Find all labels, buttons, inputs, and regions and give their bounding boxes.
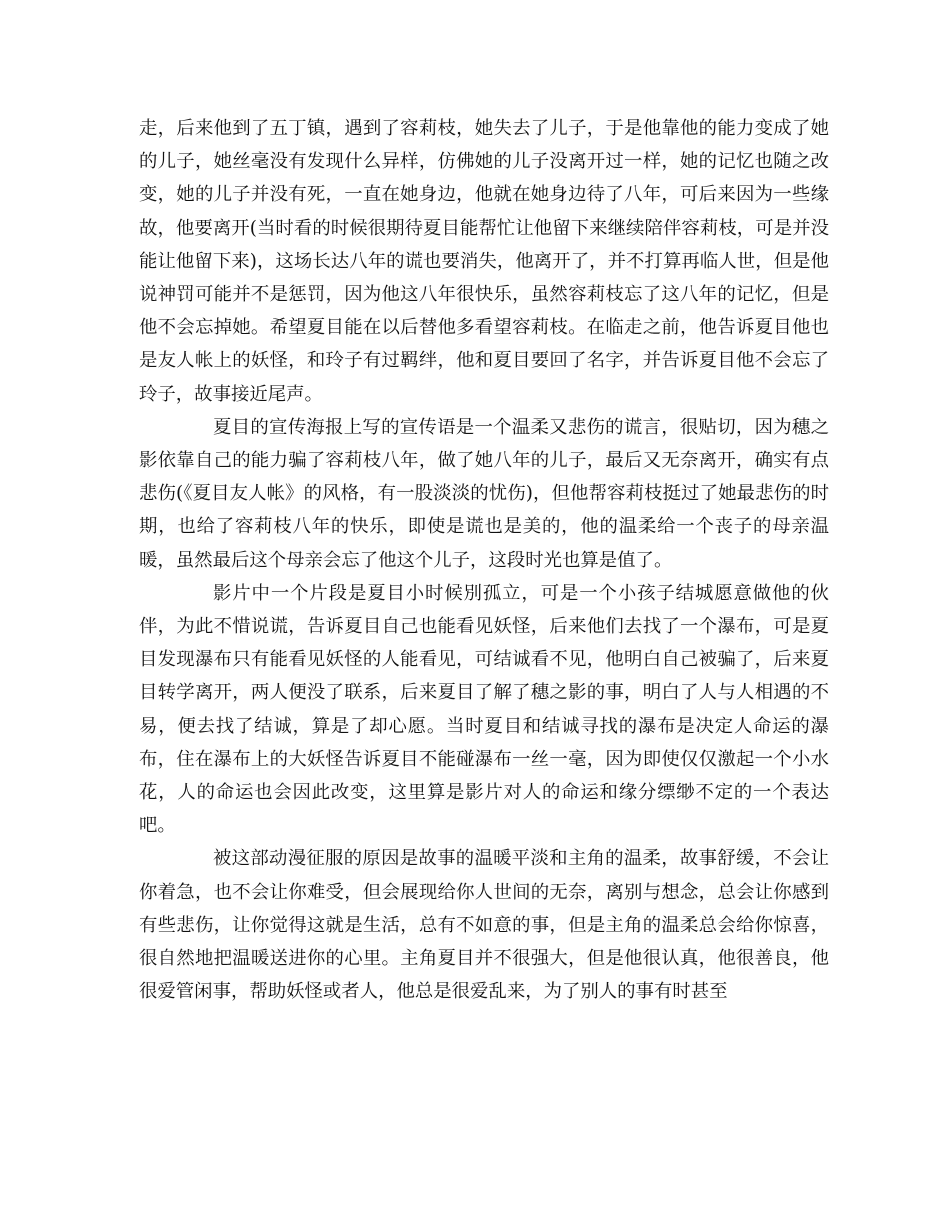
paragraph-4: 被这部动漫征服的原因是故事的温暖平淡和主角的温柔，故事舒缓，不会让你着急，也不会让你难受，但会展现给你人世间的无奈，离别与想念，总会让你感到有些悲伤，让你觉得这就是生活，总有不如意的事，但是主角的温柔总会给你惊喜，很自然地把温暖送进你的心里。主角夏目并不很强大，但是他很认真，他很善良，他很爱管闲事，帮助妖怪或者人，他总是很爱乱来，为了别人的事有时甚至 xyxy=(139,848,829,1003)
document-body xyxy=(139,112,829,1008)
paragraph-2: 夏目的宣传海报上写的宣传语是一个温柔又悲伤的谎言，很贴切，因为穗之影依靠自己的能力骗了容莉枝八年，做了她八年的儿子，最后又无奈离开，确实有点悲伤(《夏目友人帐》的风格，有一股淡淡的忧伤)，但他帮容莉枝挺过了她最悲伤的时期，也给了容莉枝八年的快乐，即使是谎也是美的，他的温柔给一个丧子的母亲温暖，虽然最后这个母亲会忘了他这个儿子，这段时光也算是值了。 xyxy=(139,416,829,571)
paragraph-3: 影片中一个片段是夏目小时候別孤立，可是一个小孩子结城愿意做他的伙伴，为此不惜说谎，告诉夏目自己也能看见妖怪，后来他们去找了一个瀑布，可是夏目发现瀑布只有能看见妖怪的人能看见，可结诚看不见，他明白自己被骗了，后来夏目转学离开，两人便没了联系，后来夏目了解了穗之影的事，明白了人与人相遇的不易，便去找了结诚，算是了却心愿。当时夏目和结诚寻找的瀑布是决定人命运的瀑布，住在瀑布上的大妖怪告诉夏目不能碰瀑布一丝一毫，因为即使仅仅激起一个小水花，人的命运也会因此改变，这里算是影片对人的命运和缘分缥缈不定的一个表达吧。 xyxy=(139,582,829,837)
paragraph-1: 走，后来他到了五丁镇，遇到了容莉枝，她失去了儿子，于是他靠他的能力变成了她的儿子，她丝毫没有发现什么异样，仿佛她的儿子没离开过一样，她的记忆也随之改变，她的儿子并没有死，一直在她身边，他就在她身边待了八年，可后来因为一些缘故，他要离开(当时看的时候很期待夏目能帮忙让他留下来继续陪伴容莉枝，可是并没能让他留下来)，这场长达八年的谎也要消失，他离开了，并不打算再临人世，但是他说神罚可能并不是惩罚，因为他这八年很快乐，虽然容莉枝忘了这八年的记忆，但是他不会忘掉她。希望夏目能在以后替他多看望容莉枝。在临走之前，他告诉夏目他也是友人帐上的妖怪，和玲子有过羁绊，他和夏目要回了名字，并告诉夏目他不会忘了玲子，故事接近尾声。 xyxy=(139,118,829,405)
